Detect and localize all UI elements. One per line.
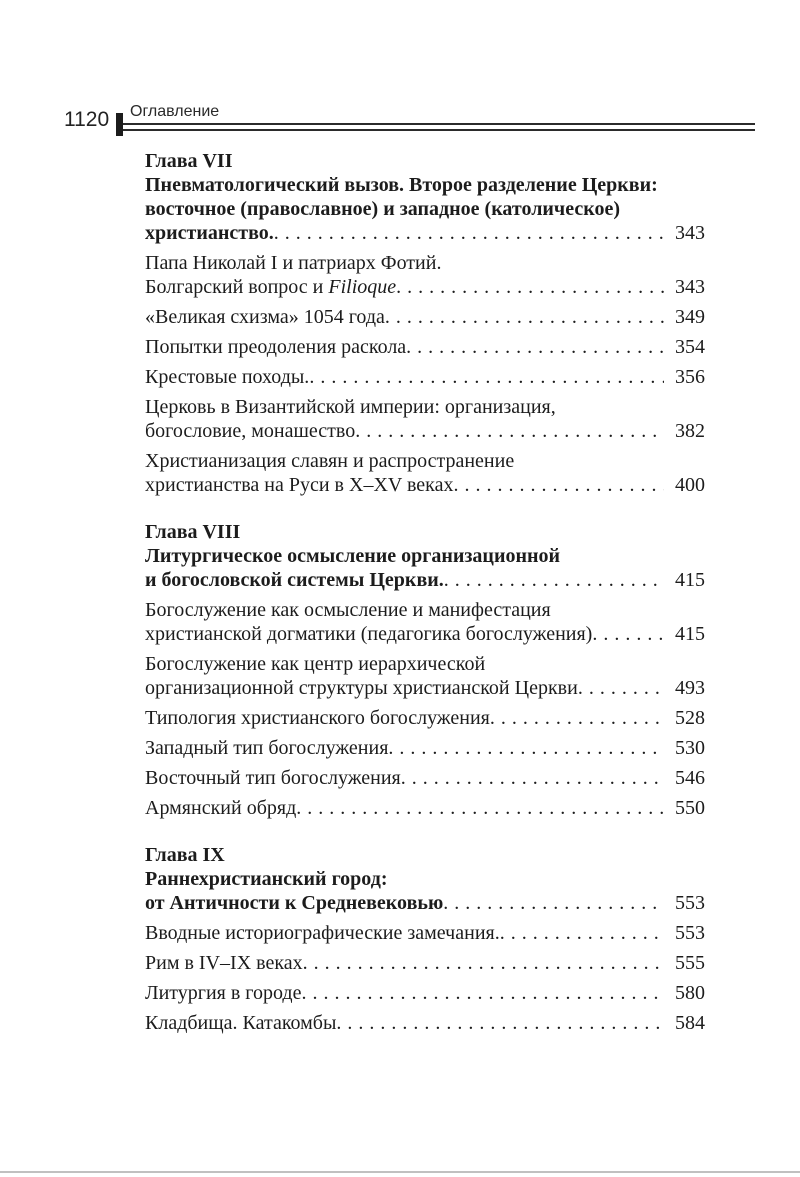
page-bottom-edge: [0, 1171, 800, 1173]
dot-leader: [396, 275, 664, 299]
page-ref: 555: [675, 952, 705, 974]
toc-entry: [145, 598, 705, 646]
entry-text: Армянский обряд: [145, 797, 297, 819]
page-ref: 528: [675, 707, 705, 729]
chapter-title-line: [145, 891, 705, 915]
toc-entry-line: [145, 251, 705, 275]
dot-leader: [453, 473, 664, 497]
entry-text: Раннехристианский город:: [145, 868, 388, 890]
dot-leader: [443, 891, 664, 915]
entry-text: Типология христианского богослужения: [145, 707, 490, 729]
entry-text: Глава IX: [145, 844, 225, 866]
chapter-label: [145, 149, 705, 173]
entry-text: Богослужение как осмысление и манифестация: [145, 599, 551, 621]
toc-entry-line: [145, 652, 705, 676]
entry-text: Рим в IV–IX веках: [145, 952, 303, 974]
toc-entry-line: [145, 706, 705, 730]
page-ref: 349: [675, 306, 705, 328]
toc-entry: [145, 305, 705, 329]
dot-leader: [592, 622, 664, 646]
page-ref: 354: [675, 336, 705, 358]
chapter-title-line: [145, 221, 705, 245]
dot-leader: [578, 676, 664, 700]
entry-text: Попытки преодоления раскола: [145, 336, 407, 358]
toc-entry-line: [145, 736, 705, 760]
page-ref: 546: [675, 767, 705, 789]
running-head: Оглавление: [130, 103, 220, 120]
page-ref: 530: [675, 737, 705, 759]
entry-text: Глава VII: [145, 150, 233, 172]
chapter-label: [145, 843, 705, 867]
entry-text: Литургия в городе: [145, 982, 302, 1004]
entry-text: восточное (православное) и западное (католическое): [145, 198, 621, 220]
dot-leader: [406, 335, 664, 359]
toc-entry: [145, 766, 705, 790]
toc-entry-line: [145, 921, 705, 945]
dot-leader: [274, 221, 664, 245]
toc-entry-line: [145, 365, 705, 389]
toc-section: [145, 520, 705, 820]
dot-leader: [444, 568, 664, 592]
entry-text: от Античности к Средневековью: [145, 892, 444, 914]
toc-entry-line: [145, 598, 705, 622]
entry-text: Восточный тип богослужения: [145, 767, 401, 789]
entry-text: Церковь в Византийской империи: организация,: [145, 396, 556, 418]
dot-leader: [296, 796, 664, 820]
header-double-rule: [123, 123, 755, 131]
toc-entry: [145, 706, 705, 730]
chapter-title-line: [145, 544, 705, 568]
table-of-contents: [145, 149, 705, 1035]
page-ref: 553: [675, 922, 705, 944]
toc-entry: [145, 335, 705, 359]
dot-leader: [385, 305, 664, 329]
entry-text: «Великая схизма» 1054 года: [145, 306, 385, 328]
entry-text: [145, 275, 396, 299]
chapter-title-line: [145, 568, 705, 592]
toc-entry: [145, 981, 705, 1005]
toc-entry-line: [145, 419, 705, 443]
entry-text-segment: Filioque: [328, 276, 397, 298]
toc-entry-line: [145, 951, 705, 975]
page-ref: 382: [675, 420, 705, 442]
toc-entry: [145, 251, 705, 299]
page-number: 1120: [64, 108, 110, 131]
entry-text: и богословской системы Церкви.: [145, 569, 444, 591]
dot-leader: [301, 981, 664, 1005]
dot-leader: [401, 766, 664, 790]
chapter-title-line: [145, 197, 705, 221]
toc-entry: [145, 449, 705, 497]
entry-text-segment: Болгарский вопрос и: [145, 276, 329, 298]
toc-entry-line: [145, 981, 705, 1005]
page-ref: 584: [675, 1012, 705, 1034]
toc-entry: [145, 652, 705, 700]
entry-text: христианство.: [145, 222, 274, 244]
page-ref: 553: [675, 892, 705, 914]
toc-entry: [145, 796, 705, 820]
entry-text: Глава VIII: [145, 521, 241, 543]
dot-leader: [355, 419, 664, 443]
page-ref: 356: [675, 366, 705, 388]
entry-text: Литургическое осмысление организационной: [145, 545, 561, 567]
toc-section: [145, 149, 705, 497]
toc-entry-line: [145, 335, 705, 359]
toc-entry-line: [145, 473, 705, 497]
page-ref: 415: [675, 569, 705, 591]
page-ref: 493: [675, 677, 705, 699]
dot-leader: [336, 1011, 664, 1035]
entry-text: Кладбища. Катакомбы: [145, 1012, 337, 1034]
chapter-title-line: [145, 867, 705, 891]
toc-entry-line: [145, 275, 705, 299]
entry-text: Пневматологический вызов. Второе разделение Церкви:: [145, 174, 658, 196]
entry-text: Богослужение как центр иерархической: [145, 653, 486, 675]
page-ref: 580: [675, 982, 705, 1004]
toc-entry-line: [145, 305, 705, 329]
dot-leader: [388, 736, 664, 760]
toc-entry-line: [145, 622, 705, 646]
entry-text: христианства на Руси в X–XV веках: [145, 474, 454, 496]
chapter-label: [145, 520, 705, 544]
entry-text: организационной структуры христианской Церкви: [145, 677, 578, 699]
toc-entry-line: [145, 796, 705, 820]
toc-entry-line: [145, 395, 705, 419]
dot-leader: [309, 365, 664, 389]
page-ref: 415: [675, 623, 705, 645]
page-ref: 343: [675, 222, 705, 244]
toc-entry: [145, 736, 705, 760]
dot-leader: [500, 921, 664, 945]
toc-entry-line: [145, 1011, 705, 1035]
toc-entry: [145, 395, 705, 443]
entry-text: Вводные историографические замечания.: [145, 922, 500, 944]
page-ref: 343: [675, 276, 705, 298]
entry-text: Западный тип богослужения: [145, 737, 389, 759]
page-ref: 400: [675, 474, 705, 496]
dot-leader: [490, 706, 664, 730]
entry-text: христианской догматики (педагогика богослужения): [145, 623, 593, 645]
dot-leader: [303, 951, 664, 975]
entry-text: богословие, монашество: [145, 420, 356, 442]
chapter-title-line: [145, 173, 705, 197]
entry-text: Папа Николай I и патриарх Фотий.: [145, 252, 442, 274]
toc-section: [145, 843, 705, 1035]
toc-entry-line: [145, 449, 705, 473]
toc-entry-line: [145, 676, 705, 700]
entry-text: Крестовые походы.: [145, 366, 310, 388]
toc-entry-line: [145, 766, 705, 790]
entry-text: Христианизация славян и распространение: [145, 450, 515, 472]
toc-entry: [145, 1011, 705, 1035]
page-ref: 550: [675, 797, 705, 819]
header-bar: [116, 113, 123, 136]
toc-entry: [145, 951, 705, 975]
toc-entry: [145, 365, 705, 389]
toc-entry: [145, 921, 705, 945]
